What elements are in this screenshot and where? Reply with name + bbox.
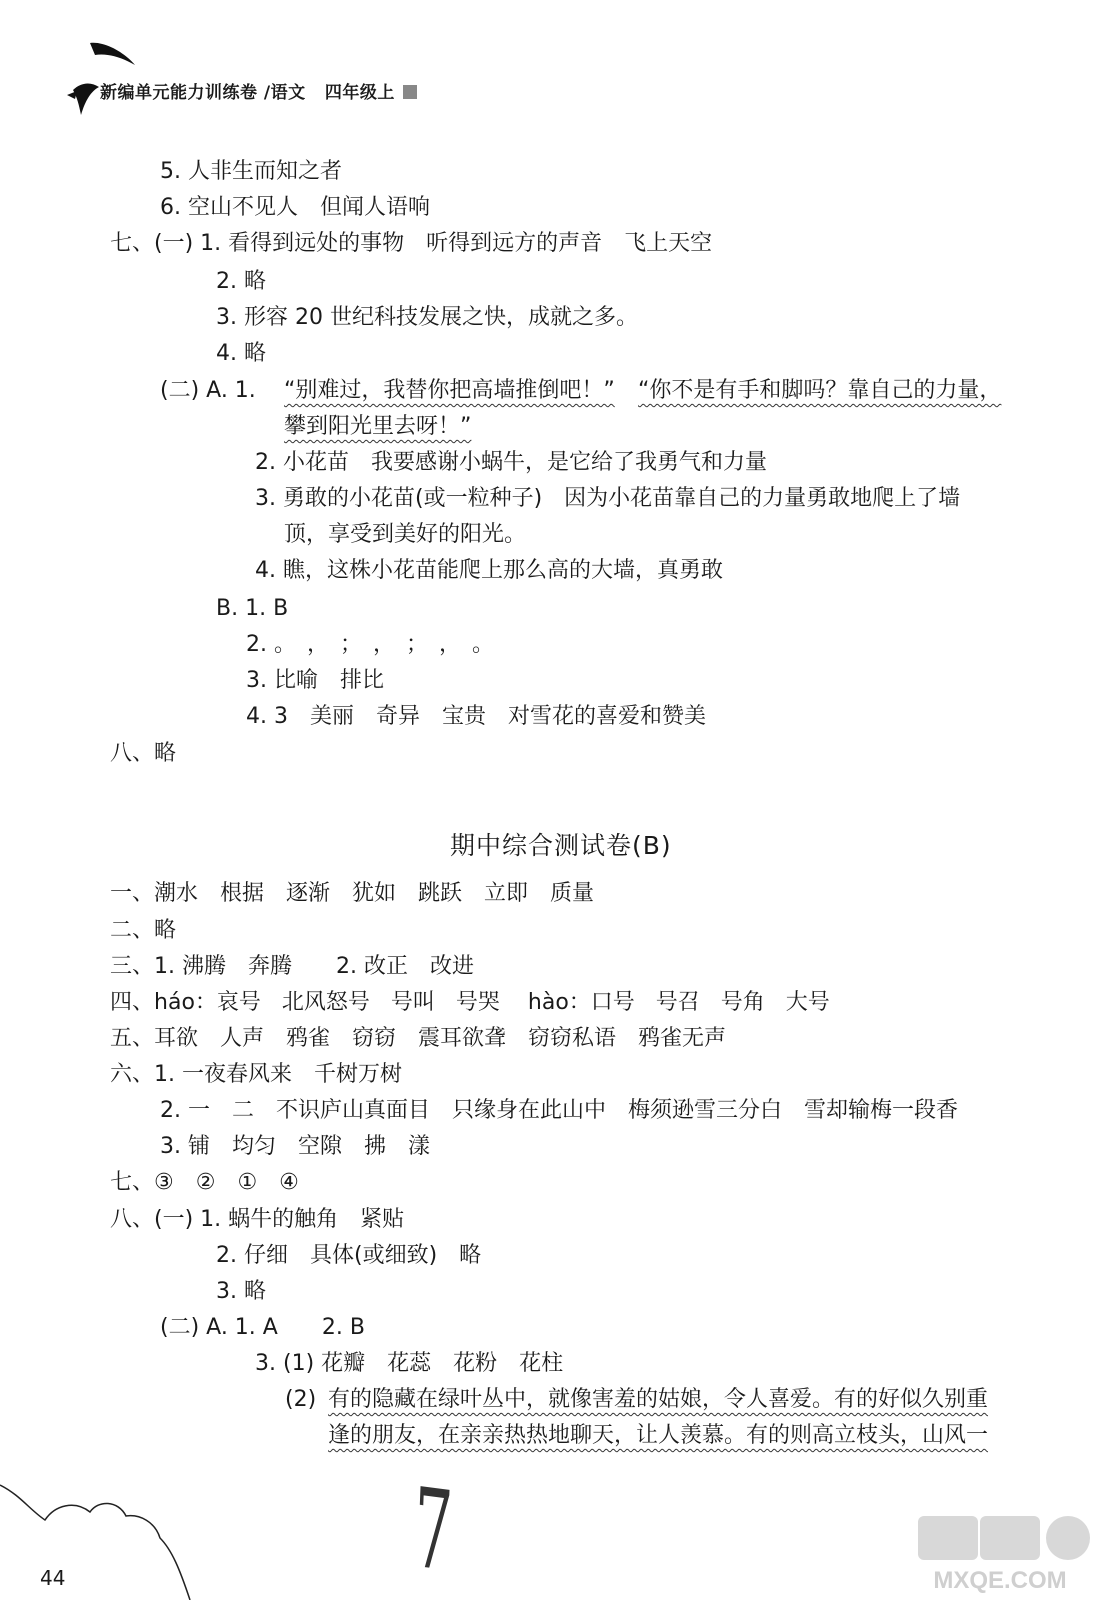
answer-line: 三、1. 沸腾 奔腾 2. 改正 改进 xyxy=(110,954,474,979)
handwritten-mark: 7 xyxy=(411,1463,455,1597)
answer-line: B. 1. B xyxy=(216,596,289,621)
word: 号角 xyxy=(720,990,765,1015)
word: 大号 xyxy=(785,990,830,1015)
underlined-text: 有的隐藏在绿叶丛中，就像害羞的姑娘，令人喜爱。有的好似久别重 xyxy=(328,1387,989,1412)
quote-text: 攀到阳光里去呀！” xyxy=(284,414,472,439)
answer-line: (2) xyxy=(285,1387,317,1412)
quote-2-cont xyxy=(284,413,471,441)
watermark-logo-icon xyxy=(900,1512,1100,1596)
cloud-decoration-icon xyxy=(0,1460,200,1600)
header-title xyxy=(100,78,417,103)
watermark-text: MXQE.COM xyxy=(933,1567,1067,1594)
answer-line: 七、③ ② ① ④ xyxy=(110,1170,299,1195)
underlined-text: 逢的朋友，在亲亲热热地聊天，让人羡慕。有的则高立枝头，山风一 xyxy=(328,1423,989,1448)
answer-line: 4. 瞧，这株小花苗能爬上那么高的大墙，真勇敢 xyxy=(255,558,723,583)
answer-line: 3. 勇敢的小花苗(或一粒种子) 因为小花苗靠自己的力量勇敢地爬上了墙 xyxy=(255,486,961,511)
paragraph-line xyxy=(328,1422,988,1450)
answer-line: 3. 略 xyxy=(216,1279,266,1304)
answer-line: 2. 一 二 不识庐山真面目 只缘身在此山中 梅须逊雪三分白 雪却输梅一段香 xyxy=(160,1098,958,1123)
word: 口号 xyxy=(590,990,635,1015)
answer-line: 4. 略 xyxy=(216,341,266,366)
page-number: 44 xyxy=(40,1566,66,1590)
answer-line: 2. 。 ， ； ， ； ， 。 xyxy=(246,632,494,657)
pinyin-label: háo： xyxy=(154,990,217,1015)
word: 号叫 xyxy=(390,990,435,1015)
paragraph-line xyxy=(328,1386,988,1414)
answer-line: 2. 仔细 具体(或细致) 略 xyxy=(216,1243,482,1268)
answer-line: 4. 3 美丽 奇异 宝贵 对雪花的喜爱和赞美 xyxy=(246,704,706,729)
answer-line: 五、耳欲 人声 鸦雀 窃窃 震耳欲聋 窃窃私语 鸦雀无声 xyxy=(110,1026,727,1051)
series-name: 新编单元能力训练卷 / xyxy=(100,83,271,103)
quote-2 xyxy=(638,377,1001,405)
word: 哀号 xyxy=(216,990,261,1015)
answer-line: 七、(一) 1. 看得到远处的事物 听得到远方的声音 飞上天空 xyxy=(110,231,713,256)
grade-name: 四年级上 xyxy=(324,83,395,103)
quote-1 xyxy=(284,377,615,405)
answer-line: 2. 小花苗 我要感谢小蜗牛，是它给了我勇气和力量 xyxy=(255,450,767,475)
answer-line: 2. 略 xyxy=(216,269,266,294)
answer-line-pinyin xyxy=(110,989,830,1017)
subject-name: 语文 xyxy=(270,83,306,103)
answer-line: 六、1. 一夜春风来 千树万树 xyxy=(110,1062,402,1087)
answer-line: 一、潮水 根据 逐渐 犹如 跳跃 立即 质量 xyxy=(110,881,595,906)
word: 号哭 xyxy=(455,990,500,1015)
answer-line: 3. 铺 均匀 空隙 拂 漾 xyxy=(160,1134,430,1159)
answer-line: 八、(一) 1. 蜗牛的触角 紧贴 xyxy=(110,1207,405,1232)
answer-line: (二) A. 1. xyxy=(160,378,256,403)
word: 号召 xyxy=(655,990,700,1015)
quote-text: “别难过，我替你把高墙推倒吧！” xyxy=(284,378,615,403)
book-icon xyxy=(403,85,417,99)
answer-line: 二、略 xyxy=(110,918,177,943)
answer-line: 3. 形容 20 世纪科技发展之快，成就之多。 xyxy=(216,305,638,330)
answer-line: (二) A. 1. A 2. B xyxy=(160,1315,365,1340)
answer-line: 5. 人非生而知之者 xyxy=(160,159,342,184)
answer-line: 顶，享受到美好的阳光。 xyxy=(284,522,527,547)
word: 北风怒号 xyxy=(281,990,370,1015)
quote-text: “你不是有手和脚吗？靠自己的力量， xyxy=(638,378,1002,403)
answer-line: 6. 空山不见人 但闻人语响 xyxy=(160,195,430,220)
section-title: 期中综合测试卷(B) xyxy=(450,831,672,860)
answer-line: 八、略 xyxy=(110,741,177,766)
answer-line: 3. (1) 花瓣 花蕊 花粉 花柱 xyxy=(255,1351,564,1376)
item-prefix: 四、 xyxy=(110,990,155,1015)
answer-line: 3. 比喻 排比 xyxy=(246,668,384,693)
pinyin-label: hào： xyxy=(527,990,591,1015)
